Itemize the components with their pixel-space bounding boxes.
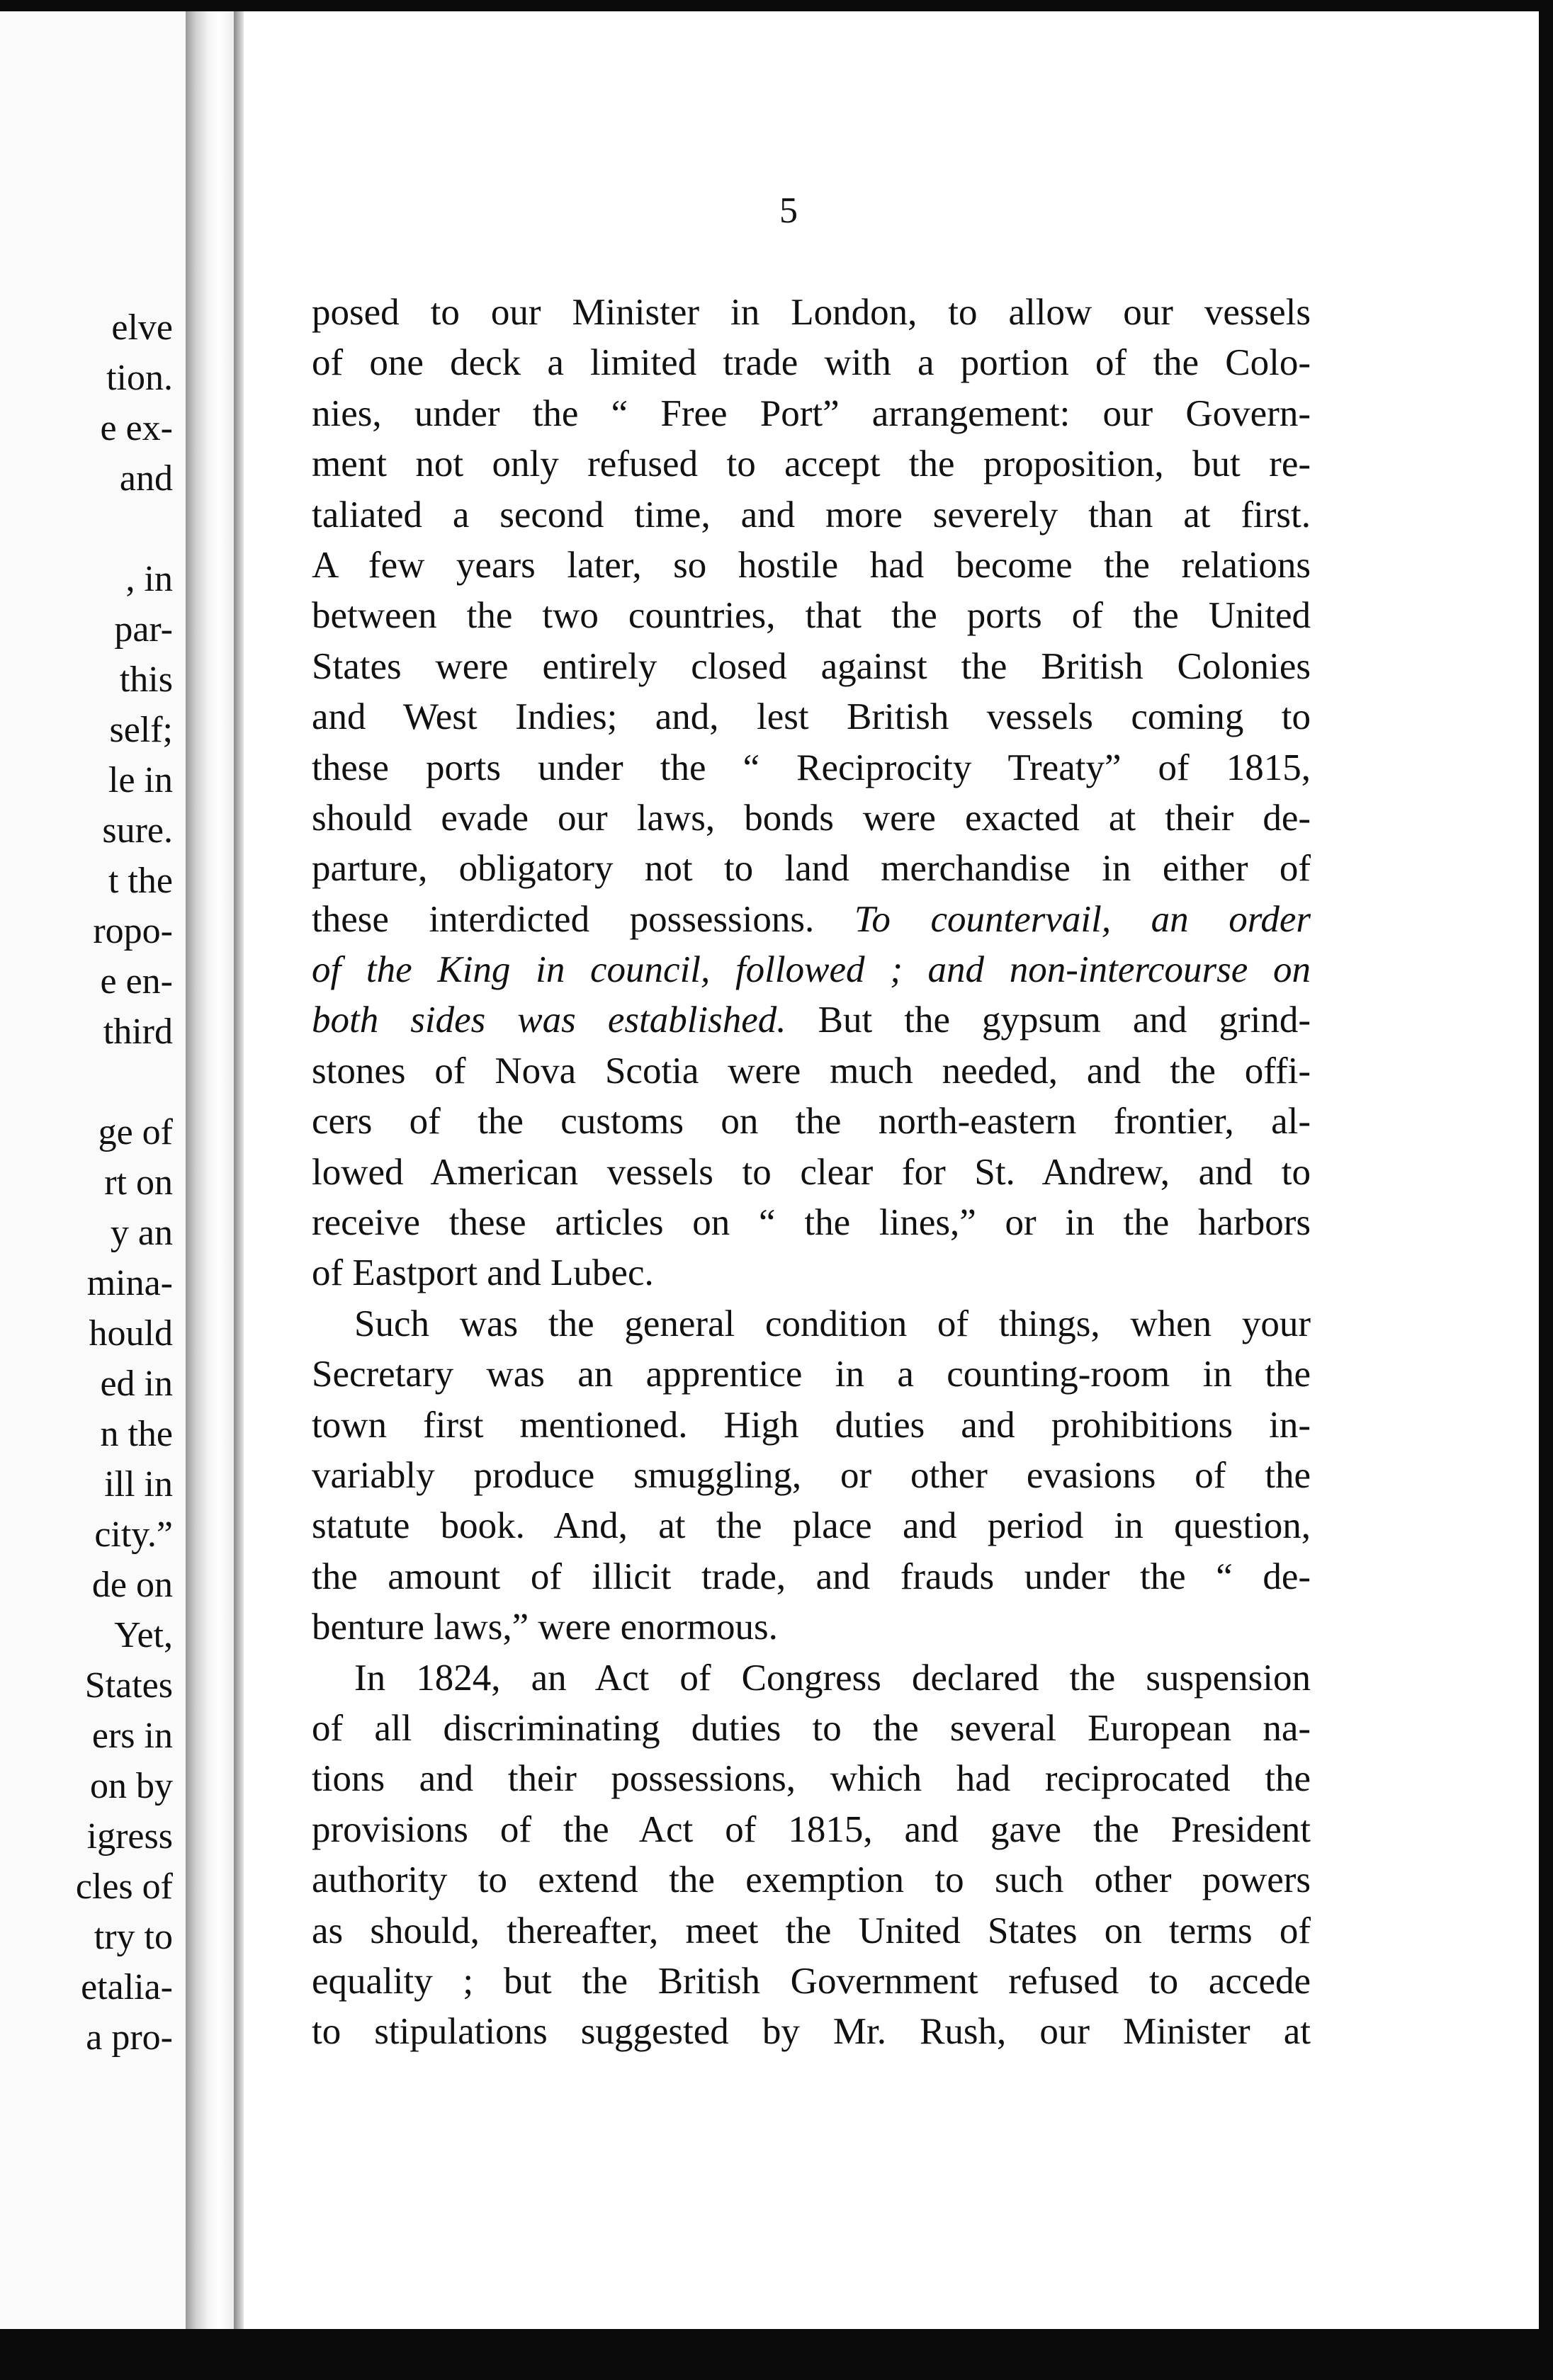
facing-line: ropo- (93, 911, 173, 951)
text-line: of one deck a limited trade with a portion of the Colo- (312, 342, 1311, 384)
facing-page-fragment (0, 11, 186, 2329)
text-line: lowed American vessels to clear for St. Andrew, and to (312, 1151, 1311, 1193)
text-line: stones of Nova Scotia were much needed, and the offi- (312, 1050, 1311, 1092)
text-line: variably produce smuggling, or other evasions of the (312, 1454, 1311, 1496)
facing-line: city.” (94, 1514, 173, 1555)
text-line: parture, obligatory not to land merchandise in either of (312, 848, 1311, 890)
text-line: ment not only refused to accept the proposition, but re- (312, 443, 1311, 485)
text-line: A few years later, so hostile had become the relations (312, 544, 1311, 586)
facing-line: de on (91, 1565, 173, 1605)
text-line: provisions of the Act of 1815, and gave the President (312, 1808, 1311, 1850)
gutter-shadow (234, 11, 244, 2329)
text-line: equality ; but the British Government refused to accede (312, 1960, 1311, 2002)
text-line: benture laws,” were enormous. (312, 1606, 778, 1648)
text-line: Such was the general condition of things, when your (354, 1303, 1311, 1344)
facing-line: hould (89, 1313, 173, 1354)
text-line: as should, thereafter, meet the United States on terms of (312, 1910, 1311, 1951)
facing-line: this (119, 659, 173, 700)
text-line: posed to our Minister in London, to allow our vessels (312, 292, 1311, 333)
facing-line: ill in (104, 1464, 173, 1504)
italic-run: To countervail, an order (854, 898, 1311, 940)
facing-line: tion. (106, 358, 173, 398)
scan-border-bottom (0, 2329, 1553, 2380)
facing-line: le in (108, 760, 173, 800)
body-text (312, 288, 1311, 2058)
text-line: the amount of illicit trade, and frauds under the “ de- (312, 1556, 1311, 1597)
facing-line: , in (125, 559, 173, 599)
facing-line: third (103, 1012, 173, 1052)
facing-line: Yet, (114, 1615, 173, 1655)
facing-line: igress (86, 1816, 173, 1857)
facing-line: on by (90, 1766, 173, 1806)
text-line: nies, under the “ Free Port” arrangement: our Govern- (312, 392, 1311, 434)
text-line: tions and their possessions, which had reciprocated the (312, 1758, 1311, 1800)
text-line: States were entirely closed against the British Colonies (312, 645, 1311, 687)
facing-line: a pro- (86, 2017, 173, 2058)
facing-line: e ex- (100, 408, 173, 448)
facing-line: ge of (98, 1112, 173, 1152)
roman-run: But the gypsum and grind- (818, 999, 1311, 1041)
scan-border-top (0, 0, 1553, 11)
text-line-mixed (312, 995, 1311, 1046)
facing-line: etalia- (81, 1967, 173, 2007)
facing-line: rt on (104, 1162, 173, 1203)
facing-line: elve (111, 307, 173, 348)
text-line: In 1824, an Act of Congress declared the suspension (354, 1657, 1311, 1699)
scan-border-right (1539, 0, 1553, 2380)
text-line: town first mentioned. High duties and prohibitions in- (312, 1404, 1311, 1446)
text-line: between the two countries, that the ports of the United (312, 595, 1311, 637)
facing-line: y an (110, 1213, 173, 1253)
facing-line: mina- (86, 1263, 173, 1303)
text-line: authority to extend the exemption to such other powers (312, 1859, 1311, 1901)
text-line: statute book. And, at the place and period in question, (312, 1505, 1311, 1547)
facing-line: ed in (100, 1364, 173, 1404)
facing-line: t the (108, 861, 173, 901)
italic-run: both sides was established. (312, 999, 786, 1041)
facing-line: n the (100, 1414, 173, 1454)
facing-line: e en- (100, 961, 173, 1002)
text-line: Secretary was an apprentice in a counting-room in the (312, 1354, 1311, 1395)
text-line: and West Indies; and, lest British vessels coming to (312, 696, 1311, 738)
text-line: taliated a second time, and more severely than at first. (312, 494, 1311, 536)
facing-line: cles of (75, 1866, 173, 1907)
facing-line: sure. (102, 810, 173, 851)
facing-line: try to (94, 1917, 173, 1957)
text-line: of all discriminating duties to the several European na- (312, 1707, 1311, 1749)
text-line: of Eastport and Lubec. (312, 1252, 654, 1294)
facing-line: States (84, 1665, 173, 1706)
text-line-italic: of the King in council, followed ; and non-intercourse on (312, 949, 1311, 991)
text-line: these ports under the “ Reciprocity Treaty” of 1815, (312, 747, 1311, 788)
text-line: to stipulations suggested by Mr. Rush, our Minister at (312, 2011, 1311, 2053)
roman-run: these interdicted possessions. (312, 898, 815, 940)
text-line: receive these articles on “ the lines,” or in the harbors (312, 1202, 1311, 1244)
facing-line: and (119, 458, 173, 499)
text-line: cers of the customs on the north-eastern frontier, al- (312, 1101, 1311, 1143)
facing-line: self; (109, 710, 173, 750)
text-line-mixed (312, 895, 1311, 945)
facing-line: par- (114, 609, 173, 650)
facing-line: ers in (91, 1716, 173, 1756)
text-line: should evade our laws, bonds were exacted at their de- (312, 797, 1311, 839)
page-number: 5 (779, 191, 798, 231)
